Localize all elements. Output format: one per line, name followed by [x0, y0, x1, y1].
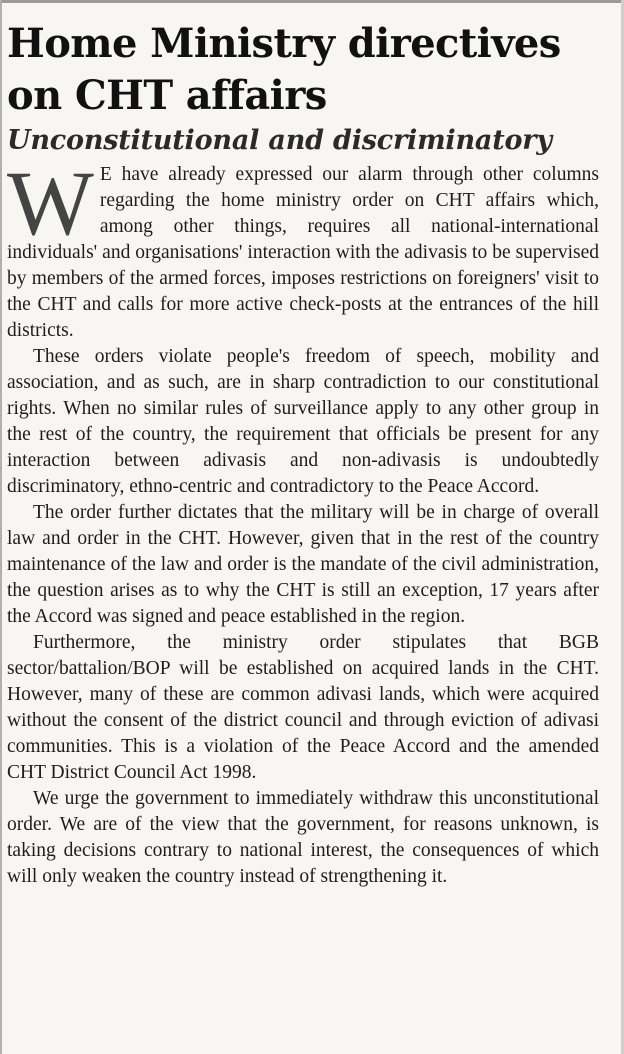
paragraph-4: Furthermore, the ministry order stipulates that BGB sector/battalion/BOP will be established on acquired lands in the CHT. However, many of these are common adivasi lands, which were acquired without the consent of the district council and through eviction of adivasi communities. This is a violation of the Peace Accord and the amended CHT District Council Act 1998.: [7, 632, 599, 783]
article-headline: Home Ministry directives on CHT affairs: [7, 20, 561, 119]
article-body: [7, 152, 599, 890]
paragraph-2: These orders violate people's freedom of speech, mobility and association, and as such, are in sharp contradiction to our constitutional rights. When no similar rules of surveillance apply to any other group in the rest of the country, the requirement that officials be present for any interaction between adivasis and non-adivasis is undoubtedly discriminatory, ethno-centric and contradictory to the Peace Accord.: [7, 346, 599, 497]
page-top-border: [0, 0, 624, 3]
paragraph-5: We urge the government to immediately withdraw this unconstitutional order. We are of the view that the government, for reasons unknown, is taking decisions contrary to national interest, the consequences of which will only weaken the country instead of strengthening it.: [7, 788, 599, 887]
drop-cap: W: [7, 152, 94, 254]
paragraph-1-text: E have already expressed our alarm through other columns regarding the home ministry order on CHT affairs which, among other things, requires all national-international individuals' and organisations' interaction with the adivasis to be supervised by members of the armed forces, imposes restrictions on foreigners' visit to the CHT and calls for more active check-posts at the entrances of the hill districts.: [7, 164, 599, 341]
article-subheadline: Unconstitutional and discriminatory: [7, 125, 552, 156]
page-left-border: [0, 0, 2, 1054]
paragraph-1: [7, 152, 599, 344]
paragraph-3: The order further dictates that the military will be in charge of overall law and order in the CHT. However, given that in the rest of the country maintenance of the law and order is the mandate of the civil administration, the question arises as to why the CHT is still an exception, 17 years after the Accord was signed and peace established in the region.: [7, 502, 599, 627]
editorial-article: [7, 18, 599, 890]
